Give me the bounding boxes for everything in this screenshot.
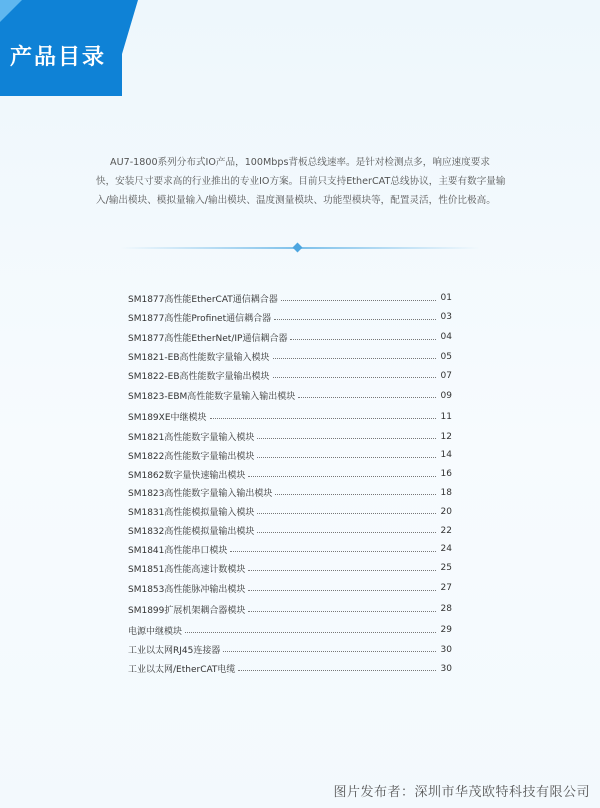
toc-entry-title: SM1877高性能EtherNet/IP通信耦合器 — [128, 333, 288, 344]
header-banner-highlight — [0, 0, 22, 22]
toc-dot-leader — [210, 418, 436, 419]
toc-entry[interactable] — [128, 540, 452, 559]
page-title: 产品目录 — [10, 45, 107, 70]
toc-entry-title: SM1822高性能数字量输出模块 — [128, 451, 255, 462]
toc-dot-leader — [274, 319, 436, 320]
toc-entry[interactable] — [128, 327, 452, 348]
toc-entry-page-number: 29 — [440, 625, 452, 636]
toc-entry-page-number: 03 — [440, 312, 452, 323]
toc-entry-page-number: 18 — [440, 487, 452, 498]
toc-entry-page-number: 27 — [440, 583, 452, 594]
toc-entry-page-number: 05 — [440, 351, 452, 362]
toc-entry-title: SM1877高性能Profinet通信耦合器 — [128, 313, 272, 324]
toc-entry[interactable] — [128, 366, 452, 385]
toc-entry-title: SM1851高性能高速计数模块 — [128, 564, 246, 575]
toc-entry[interactable] — [128, 659, 452, 678]
toc-dot-leader — [298, 397, 436, 398]
toc-dot-leader — [248, 611, 436, 612]
toc-entry-title: 工业以太网RJ45连接器 — [128, 646, 221, 657]
toc-entry-page-number: 24 — [440, 544, 452, 555]
toc-entry-title: SM189XE中继模块 — [128, 413, 207, 424]
toc-entry-title: SM1841高性能串口模块 — [128, 545, 228, 556]
toc-dot-leader — [281, 300, 436, 301]
toc-entry-title: SM1821高性能数字量输入模块 — [128, 433, 255, 444]
toc-entry-title: SM1823高性能数字量输入输出模块 — [128, 489, 273, 500]
publisher-credit: 图片发布者：深圳市华茂欧特科技有限公司 — [333, 785, 590, 800]
table-of-contents — [128, 289, 452, 678]
toc-entry-title: SM1899扩展机架耦合器模块 — [128, 605, 246, 616]
toc-dot-leader — [185, 632, 436, 633]
toc-entry-page-number: 04 — [440, 332, 452, 343]
toc-dot-leader — [248, 590, 436, 591]
toc-entry[interactable] — [128, 620, 452, 641]
toc-entry[interactable] — [128, 385, 452, 406]
toc-entry-page-number: 09 — [440, 390, 452, 401]
toc-entry-page-number: 30 — [440, 663, 452, 674]
header-banner-tab — [122, 0, 138, 54]
toc-dot-leader — [238, 670, 436, 671]
toc-entry[interactable] — [128, 559, 452, 578]
intro-paragraph: AU7-1800系列分布式IO产品，100Mbps背板总线速率。是针对检测点多，响应速度要求快，安装尺寸要求高的行业推出的专业IO方案。目前只支持EtherCAT总线协议，主要有数字量输入/输出模块、模拟量输入/输出模块、温度测量模块、功能型模块等，配置灵活，性价比极高。 — [96, 156, 506, 206]
toc-entry[interactable] — [128, 484, 452, 503]
toc-entry-title: SM1877高性能EtherCAT通信耦合器 — [128, 294, 278, 305]
divider-diamond-icon — [293, 243, 303, 253]
toc-entry[interactable] — [128, 578, 452, 599]
toc-dot-leader — [223, 651, 436, 652]
toc-entry-page-number: 16 — [440, 469, 452, 480]
toc-dot-leader — [230, 551, 436, 552]
toc-dot-leader — [275, 494, 436, 495]
toc-entry[interactable] — [128, 289, 452, 308]
toc-entry[interactable] — [128, 406, 452, 427]
toc-dot-leader — [248, 476, 436, 477]
toc-entry-page-number: 07 — [440, 370, 452, 381]
toc-entry-title: SM1831高性能模拟量输入模块 — [128, 508, 255, 519]
toc-dot-leader — [257, 438, 436, 439]
toc-entry[interactable] — [128, 641, 452, 660]
toc-entry-title: SM1822-EB高性能数字量输出模块 — [128, 372, 270, 383]
toc-dot-leader — [290, 339, 436, 340]
toc-entry-title: SM1853高性能脉冲输出模块 — [128, 584, 246, 595]
toc-dot-leader — [273, 358, 437, 359]
toc-entry-page-number: 28 — [440, 604, 452, 615]
toc-entry[interactable] — [128, 599, 452, 620]
toc-entry[interactable] — [128, 427, 452, 446]
toc-entry[interactable] — [128, 465, 452, 484]
toc-entry-title: SM1823-EBM高性能数字量输入输出模块 — [128, 392, 296, 403]
toc-dot-leader — [273, 377, 437, 378]
toc-dot-leader — [248, 570, 436, 571]
toc-entry-page-number: 22 — [440, 525, 452, 536]
toc-entry-title: SM1832高性能模拟量输出模块 — [128, 527, 255, 538]
toc-entry-page-number: 30 — [440, 644, 452, 655]
toc-entry-title: SM1821-EB高性能数字量输入模块 — [128, 353, 270, 364]
toc-entry[interactable] — [128, 348, 452, 367]
toc-dot-leader — [257, 513, 436, 514]
toc-entry-page-number: 01 — [440, 293, 452, 304]
toc-entry-page-number: 25 — [440, 563, 452, 574]
toc-entry[interactable] — [128, 502, 452, 521]
toc-dot-leader — [257, 457, 436, 458]
toc-entry[interactable] — [128, 446, 452, 465]
toc-entry-title: SM1862数字量快速输出模块 — [128, 470, 246, 481]
toc-entry-page-number: 20 — [440, 506, 452, 517]
toc-entry[interactable] — [128, 308, 452, 327]
toc-entry-title: 电源中继模块 — [128, 626, 183, 637]
toc-entry-page-number: 11 — [440, 411, 452, 422]
toc-entry[interactable] — [128, 521, 452, 540]
toc-dot-leader — [257, 532, 436, 533]
toc-entry-page-number: 12 — [440, 431, 452, 442]
toc-entry-page-number: 14 — [440, 450, 452, 461]
toc-entry-title: 工业以太网/EtherCAT电缆 — [128, 665, 236, 676]
